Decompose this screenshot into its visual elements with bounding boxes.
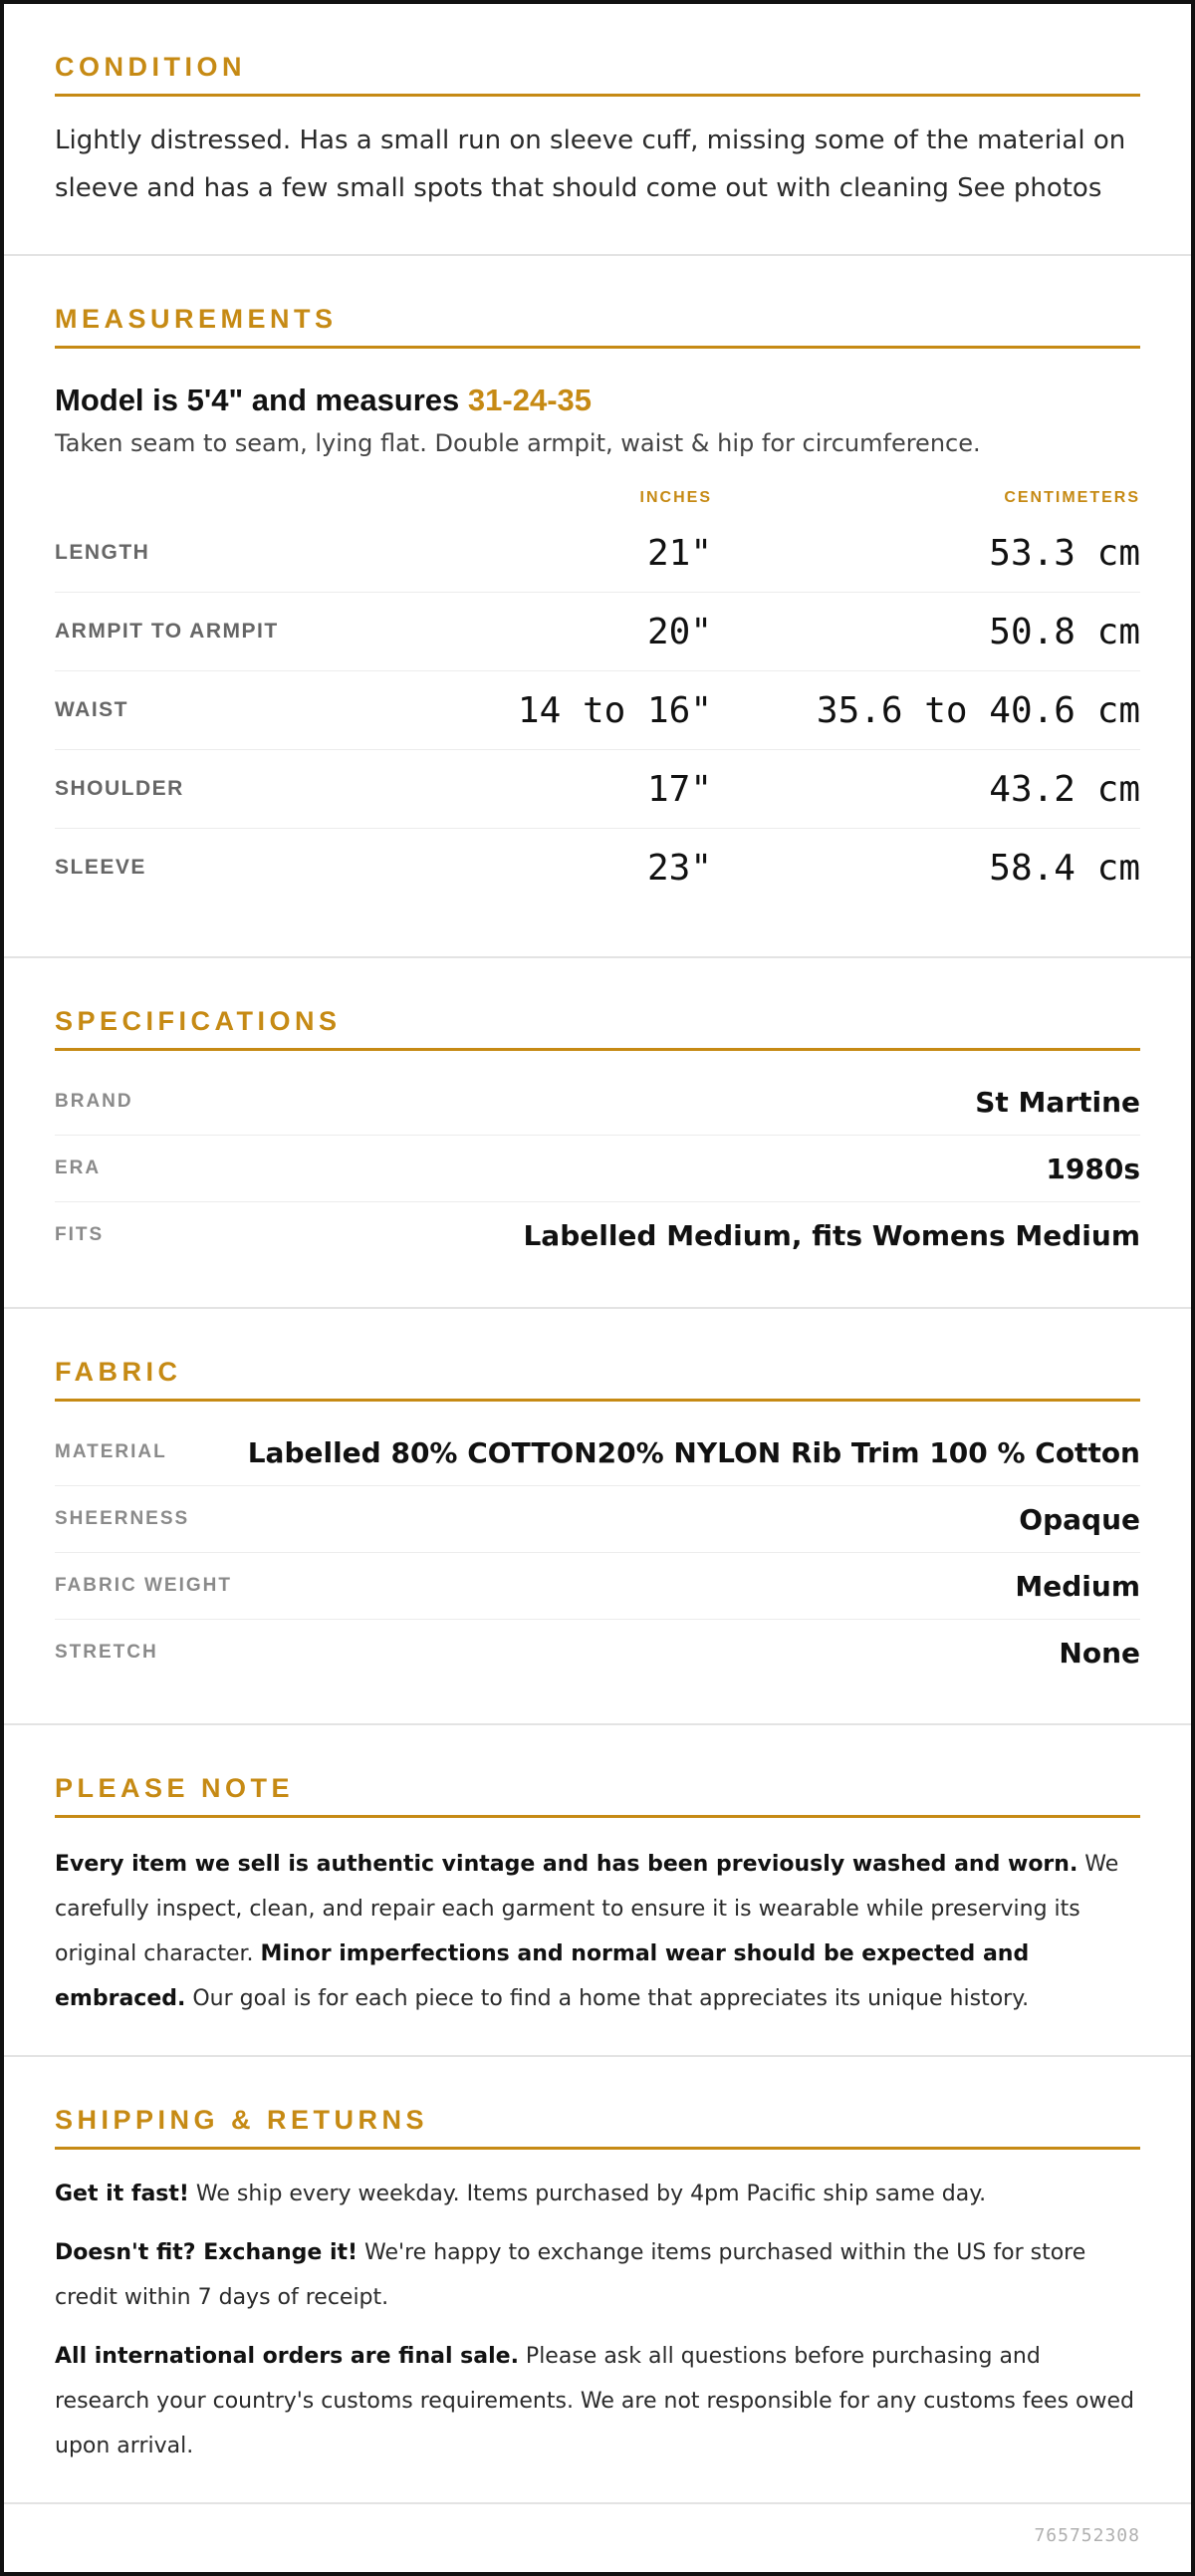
fabric-key: SHEERNESS xyxy=(55,1508,190,1529)
fabric-row-weight xyxy=(55,1553,1140,1620)
model-prefix: Model is 5'4" and measures xyxy=(55,383,468,417)
measurement-row-length xyxy=(55,514,1140,593)
shipping-title: SHIPPING & RETURNS xyxy=(55,2103,1140,2150)
measurement-cm: 43.2 cm xyxy=(989,768,1140,810)
spec-row-fits xyxy=(55,1202,1140,1268)
fabric-row-material xyxy=(55,1419,1140,1486)
measurement-label: SHOULDER xyxy=(55,777,184,800)
model-measure-value: 31-24-35 xyxy=(467,383,592,417)
fabric-key: MATERIAL xyxy=(55,1441,167,1462)
measurement-inches: 20" xyxy=(646,611,712,652)
fabric-list xyxy=(55,1419,1140,1707)
fabric-value: None xyxy=(1059,1636,1140,1670)
measurement-inches: 17" xyxy=(646,768,712,810)
measurement-cm: 53.3 cm xyxy=(989,532,1140,574)
spec-key: ERA xyxy=(55,1158,102,1178)
spec-value: 1980s xyxy=(1046,1152,1140,1185)
fabric-row-stretch xyxy=(55,1620,1140,1685)
measurement-row-armpit xyxy=(55,593,1140,671)
spec-value: Labelled Medium, fits Womens Medium xyxy=(523,1218,1140,1252)
shipping-body xyxy=(55,2172,1140,2496)
shipping-item-exchange xyxy=(55,2230,1140,2320)
shipping-text: Please ask all questions before purchasing and research your country's customs requirements. We are not responsible for any customs fees owed upon arrival. xyxy=(55,2344,1135,2458)
inches-header: INCHES xyxy=(639,489,712,506)
shipping-text: We ship every weekday. Items purchased by 4pm Pacific ship same day. xyxy=(188,2182,987,2206)
fabric-key: FABRIC WEIGHT xyxy=(55,1575,232,1596)
shipping-section xyxy=(4,2057,1191,2504)
measurement-cm: 35.6 to 40.6 cm xyxy=(816,689,1140,731)
please-note-title: PLEASE NOTE xyxy=(55,1771,1140,1818)
measurement-inches: 14 to 16" xyxy=(517,689,712,731)
condition-section xyxy=(4,4,1191,256)
measurements-table xyxy=(55,514,1140,922)
measurement-cm: 58.4 cm xyxy=(989,847,1140,889)
please-note-text xyxy=(55,1842,1140,2021)
fabric-title: FABRIC xyxy=(55,1355,1140,1402)
shipping-bold: All international orders are final sale. xyxy=(55,2344,519,2369)
specifications-list xyxy=(55,1069,1140,1290)
measurements-subtitle: Taken seam to seam, lying flat. Double armpit, waist & hip for circumference. xyxy=(55,429,981,457)
measurement-label: LENGTH xyxy=(55,541,150,564)
note-bold-2: Minor imperfections and normal wear should be expected and embraced. xyxy=(55,1941,1030,2011)
fabric-section xyxy=(4,1309,1191,1725)
measurement-row-waist xyxy=(55,671,1140,750)
spec-row-era xyxy=(55,1136,1140,1202)
please-note-body xyxy=(55,1842,1140,2051)
measurement-inches: 21" xyxy=(646,532,712,574)
fabric-value: Labelled 80% COTTON20% NYLON Rib Trim 100 % Cotton xyxy=(247,1435,1140,1469)
shipping-item-fast xyxy=(55,2172,1140,2216)
measurement-label: SLEEVE xyxy=(55,856,146,879)
measurements-column-headers xyxy=(55,484,1140,510)
shipping-bold: Get it fast! xyxy=(55,2182,189,2206)
condition-text: Lightly distressed. Has a small run on sleeve cuff, missing some of the material on sleeve and has a few small spots that should come out with cleaning See photos xyxy=(55,126,1126,203)
model-measurements xyxy=(55,383,1140,418)
note-bold-1: Every item we sell is authentic vintage and has been previously washed and worn. xyxy=(55,1852,1078,1877)
fabric-value: Medium xyxy=(1015,1569,1140,1603)
fabric-key: STRETCH xyxy=(55,1642,158,1663)
shipping-bold: Doesn't fit? Exchange it! xyxy=(55,2240,358,2265)
shipping-text: We're happy to exchange items purchased within the US for store credit within 7 days of receipt. xyxy=(55,2240,1086,2310)
item-id: 765752308 xyxy=(1034,2525,1140,2546)
measurement-cm: 50.8 cm xyxy=(989,611,1140,652)
measurement-label: WAIST xyxy=(55,698,128,721)
measurement-label: ARMPIT TO ARMPIT xyxy=(55,620,279,643)
measurement-row-sleeve xyxy=(55,829,1140,906)
condition-title: CONDITION xyxy=(55,50,1140,97)
fabric-row-sheerness xyxy=(55,1486,1140,1553)
measurements-section xyxy=(4,256,1191,958)
measurements-title: MEASUREMENTS xyxy=(55,302,1140,349)
measurement-row-shoulder xyxy=(55,750,1140,829)
shipping-item-international xyxy=(55,2334,1140,2468)
spec-key: BRAND xyxy=(55,1091,133,1112)
fabric-value: Opaque xyxy=(1019,1502,1140,1536)
centimeters-header: CENTIMETERS xyxy=(1004,489,1140,506)
specifications-title: SPECIFICATIONS xyxy=(55,1004,1140,1051)
measurement-inches: 23" xyxy=(646,847,712,889)
specifications-section xyxy=(4,958,1191,1309)
spec-row-brand xyxy=(55,1069,1140,1136)
please-note-section xyxy=(4,1725,1191,2057)
spec-key: FITS xyxy=(55,1224,105,1245)
note-text-1: We carefully inspect, clean, and repair each garment to ensure it is wearable while preserving its original character. xyxy=(55,1852,1119,1966)
note-text-2: Our goal is for each piece to find a home that appreciates its unique history. xyxy=(185,1986,1030,2011)
spec-value: St Martine xyxy=(975,1085,1140,1119)
